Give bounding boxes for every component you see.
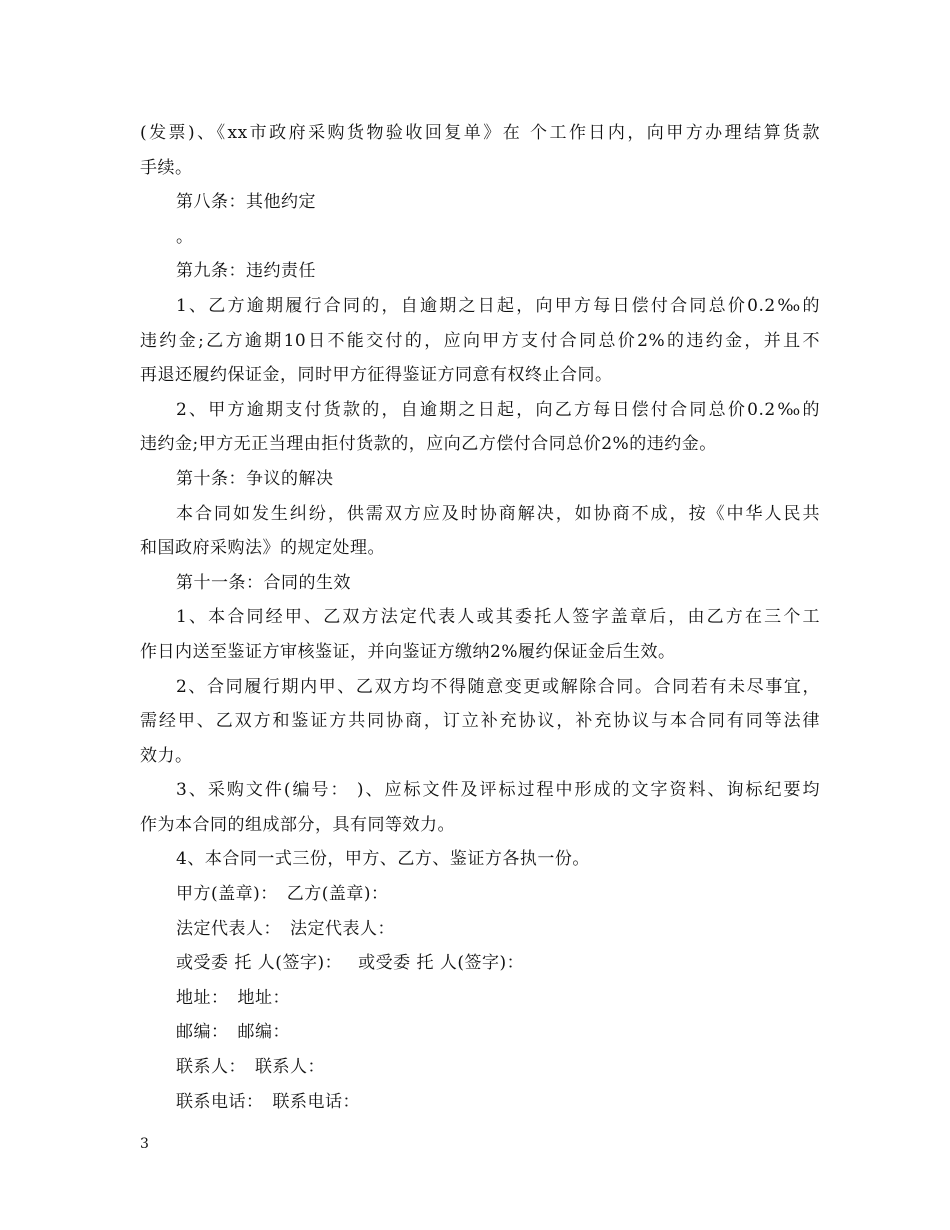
address-b-label: 地址：	[237, 987, 290, 1008]
text-line: 作为本合同的组成部分，具有同等效力。	[140, 814, 455, 835]
agent-a-label: 或受委 托 人(签字)：	[176, 953, 343, 974]
text-line: 需经甲、乙双方和鉴证方共同协商，订立补充协议，补充协议与本合同有同等法律	[140, 711, 820, 732]
legal-rep-b-label: 法定代表人：	[290, 918, 395, 939]
phone-a-label: 联系电话：	[176, 1091, 264, 1112]
party-a-seal-label: 甲方(盖章)：	[176, 884, 278, 905]
legal-rep-a-label: 法定代表人：	[176, 918, 281, 939]
signature-row-agent	[140, 946, 820, 981]
article-heading: 第十一条：合同的生效	[176, 572, 351, 593]
address-a-label: 地址：	[176, 987, 229, 1008]
agent-b-label: 或受委 托 人(签字)：	[358, 953, 525, 974]
text-line: 。	[176, 226, 194, 247]
text-line: 手续。	[140, 157, 193, 178]
text-line: 1、本合同经甲、乙双方法定代表人或其委托人签字盖章后，由乙方在三个工	[176, 607, 820, 628]
article-heading: 第八条：其他约定	[176, 192, 316, 213]
contact-a-label: 联系人：	[176, 1057, 246, 1078]
text-line: 作日内送至鉴证方审核鉴证，并向鉴证方缴纳2%履约保证金后生效。	[140, 641, 676, 662]
article-heading: 第九条：违约责任	[176, 261, 316, 282]
text-line: 违约金;甲方无正当理由拒付货款的，应向乙方偿付合同总价2%的违约金。	[140, 434, 717, 455]
phone-b-label: 联系电话：	[272, 1091, 360, 1112]
contract-body	[140, 116, 820, 1119]
text-line: 1、乙方逾期履行合同的，自逾期之日起，向甲方每日偿付合同总价0.2‰的	[176, 295, 820, 316]
text-line: 2、合同履行期内甲、乙双方均不得随意变更或解除合同。合同若有未尽事宜，	[176, 676, 820, 697]
signature-row-legal-rep	[140, 912, 820, 947]
text-line: (发票)、《xx市政府采购货物验收回复单》在 个工作日内，向甲方办理结算货款	[140, 123, 820, 143]
postcode-a-label: 邮编：	[176, 1022, 229, 1043]
postcode-b-label: 邮编：	[237, 1022, 290, 1043]
text-line: 4、本合同一式三份，甲方、乙方、鉴证方各执一份。	[176, 849, 590, 870]
text-line: 违约金;乙方逾期10日不能交付的，应向甲方支付合同总价2%的违约金，并且不	[140, 330, 820, 351]
article-heading: 第十条：争议的解决	[176, 468, 334, 489]
text-line: 本合同如发生纠纷，供需双方应及时协商解决，如协商不成，按《中华人民共	[176, 503, 820, 524]
signature-row-address	[140, 981, 820, 1016]
signature-row-postcode	[140, 1015, 820, 1050]
text-line: 效力。	[140, 745, 193, 766]
text-line: 再退还履约保证金，同时甲方征得鉴证方同意有权终止合同。	[140, 365, 613, 386]
signature-row-phone	[140, 1085, 820, 1120]
text-line: 2、甲方逾期支付货款的，自逾期之日起，向乙方每日偿付合同总价0.2‰的	[176, 399, 820, 420]
signature-row-seal	[140, 877, 820, 912]
party-b-seal-label: 乙方(盖章)：	[286, 884, 389, 905]
text-line: 3、采购文件(编号： )、应标文件及评标过程中形成的文字资料、询标纪要均	[176, 780, 820, 801]
signature-row-contact	[140, 1050, 820, 1085]
contact-b-label: 联系人：	[255, 1057, 325, 1078]
text-line: 和国政府采购法》的规定处理。	[140, 538, 385, 559]
page-number: 3	[140, 1136, 149, 1152]
